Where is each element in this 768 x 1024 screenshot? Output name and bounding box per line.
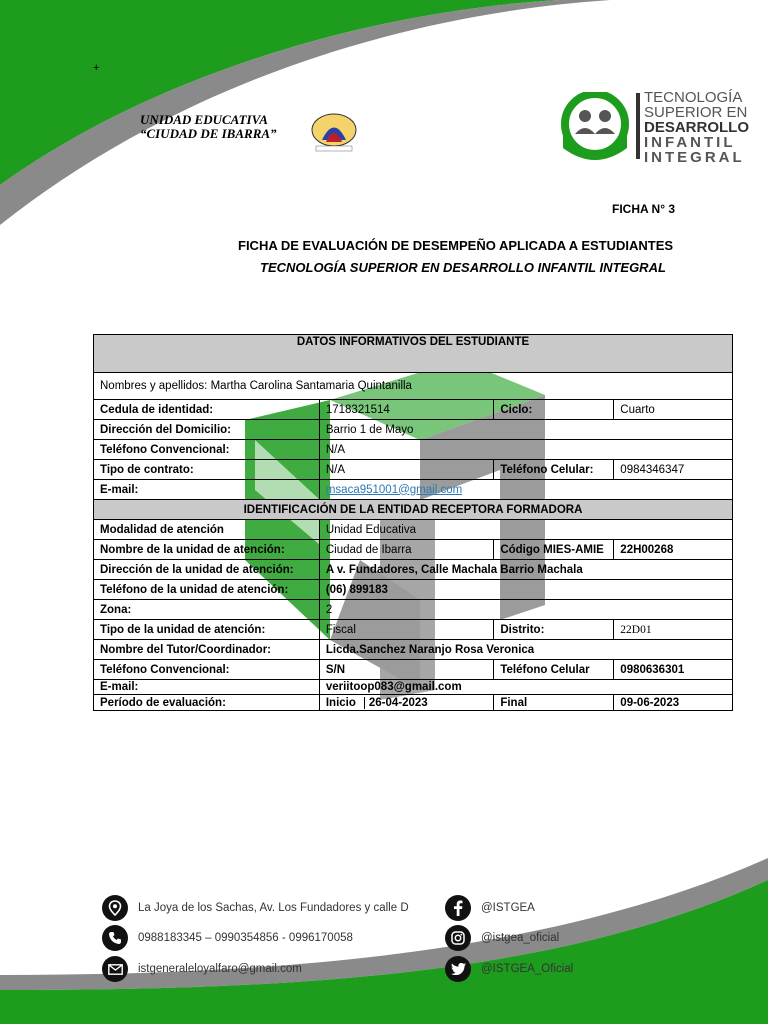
table-row [94, 680, 733, 695]
address-value: Barrio 1 de Mayo [319, 420, 732, 440]
footer-email [102, 956, 302, 982]
unit-phone-label: Teléfono de la unidad de atención: [94, 580, 320, 600]
student-name-label: Nombres y apellidos: [100, 380, 208, 392]
table-row [94, 660, 733, 680]
tutor-cell-label: Teléfono Celular [494, 660, 614, 680]
logo-line2: SUPERIOR EN [644, 104, 748, 121]
footer-phones [102, 925, 353, 951]
table-row [94, 695, 733, 711]
location-pin-icon [102, 895, 128, 921]
ficha-number: FICHA N° 3 [612, 202, 676, 216]
footer-facebook-text[interactable]: @ISTGEA [481, 902, 535, 914]
table-row [94, 620, 733, 640]
address-label: Dirección del Domicilio: [94, 420, 320, 440]
footer-email-text[interactable]: istgeneraleloyalfaro@gmail.com [138, 963, 302, 975]
footer-address-text: La Joya de los Sachas, Av. Los Fundadores y calle D [138, 902, 409, 914]
email-cell [319, 480, 732, 500]
id-label: Cedula de identidad: [94, 400, 320, 420]
unit-name-label: Nombre de la unidad de atención: [94, 540, 320, 560]
instagram-icon[interactable] [445, 925, 471, 951]
phone-label: Teléfono Convencional: [94, 440, 320, 460]
school-name [140, 113, 277, 141]
tutor-phone-value: S/N [319, 660, 493, 680]
logo-line5: INTEGRAL [644, 149, 745, 166]
district-value: 22D01 [614, 620, 733, 640]
institute-logo-icon [555, 92, 635, 162]
table-row [94, 600, 733, 620]
tutor-value: Licda.Sanchez Naranjo Rosa Veronica [319, 640, 732, 660]
period-label: Período de evaluación: [94, 695, 320, 711]
footer-address [102, 895, 409, 921]
unit-address-value: A v. Fundadores, Calle Machala Barrio Machala [319, 560, 732, 580]
unit-phone-value: (06) 899183 [319, 580, 732, 600]
district-label: Distrito: [494, 620, 614, 640]
footer-instagram-text[interactable]: @istgea_oficial [481, 932, 560, 944]
code-label: Código MIES-AMIE [494, 540, 614, 560]
ciclo-value: Cuarto [614, 400, 733, 420]
phone-value: N/A [319, 440, 732, 460]
period-start-value: 26-04-2023 [368, 696, 428, 709]
tutor-email-value: veriitoop083@gmail.com [319, 680, 732, 695]
twitter-icon[interactable] [445, 956, 471, 982]
period-start-cell [319, 695, 493, 711]
code-value: 22H00268 [614, 540, 733, 560]
tutor-email-label: E-mail: [94, 680, 320, 695]
facebook-icon[interactable] [445, 895, 471, 921]
table-row [94, 540, 733, 560]
table-row [94, 373, 733, 400]
logo-divider [636, 93, 640, 159]
logo-line4: INFANTIL [644, 134, 736, 151]
email-link[interactable]: msaca951001@gmail.com [325, 483, 463, 496]
contract-value: N/A [319, 460, 493, 480]
period-start-label: Inicio [320, 697, 365, 709]
tutor-cell-value: 0980636301 [614, 660, 733, 680]
table-row [94, 480, 733, 500]
institute-logo-text [644, 90, 749, 165]
cell-value: 0984346347 [614, 460, 733, 480]
mail-icon [102, 956, 128, 982]
logo-line3: DESARROLLO [644, 119, 749, 136]
ciclo-label: Ciclo: [494, 400, 614, 420]
zone-value: 2 [319, 600, 732, 620]
footer-facebook [445, 895, 535, 921]
table-row [94, 400, 733, 420]
modality-label: Modalidad de atención [94, 520, 320, 540]
tutor-phone-label: Teléfono Convencional: [94, 660, 320, 680]
email-label: E-mail: [94, 480, 320, 500]
phone-icon [102, 925, 128, 951]
student-section-header-row [94, 335, 733, 373]
table-row [94, 520, 733, 540]
table-row [94, 560, 733, 580]
table-row [94, 440, 733, 460]
contract-label: Tipo de contrato: [94, 460, 320, 480]
school-crest-icon [302, 110, 366, 156]
table-row [94, 460, 733, 480]
document-title: FICHA DE EVALUACIÓN DE DESEMPEÑO APLICADA A ESTUDIANTES [238, 238, 674, 253]
logo-line1: TECNOLOGÍA [644, 89, 743, 106]
tutor-label: Nombre del Tutor/Coordinador: [94, 640, 320, 660]
footer-twitter-text[interactable]: @ISTGEA_Oficial [481, 963, 574, 975]
school-name-line2: “CIUDAD DE IBARRA” [140, 126, 277, 141]
school-name-line1: UNIDAD EDUCATIVA [140, 112, 268, 127]
entity-section-header-row [94, 500, 733, 520]
unit-type-value: Fiscal [319, 620, 493, 640]
entity-section-title: IDENTIFICACIÓN DE LA ENTIDAD RECEPTORA FORMADORA [94, 500, 733, 520]
plus-mark: + [93, 62, 100, 74]
table-row [94, 580, 733, 600]
unit-address-label: Dirección de la unidad de atención: [94, 560, 320, 580]
cell-label: Teléfono Celular: [494, 460, 614, 480]
document-subtitle: TECNOLOGÍA SUPERIOR EN DESARROLLO INFANTIL INTEGRAL [260, 260, 666, 275]
student-name-value: Martha Carolina Santamaria Quintanilla [210, 380, 412, 392]
id-value: 1718321514 [319, 400, 493, 420]
unit-name-value: Ciudad de Ibarra [319, 540, 493, 560]
period-end-label: Final [494, 695, 614, 711]
evaluation-form-table [93, 334, 733, 711]
footer-instagram [445, 925, 559, 951]
zone-label: Zona: [94, 600, 320, 620]
footer-twitter [445, 956, 573, 982]
student-name-cell [94, 373, 733, 400]
table-row [94, 420, 733, 440]
period-end-value: 09-06-2023 [614, 695, 733, 711]
student-section-title: DATOS INFORMATIVOS DEL ESTUDIANTE [94, 335, 733, 373]
modality-value: Unidad Educativa [319, 520, 732, 540]
footer-phones-text: 0988183345 – 0990354856 - 0996170058 [138, 932, 353, 944]
unit-type-label: Tipo de la unidad de atención: [94, 620, 320, 640]
table-row [94, 640, 733, 660]
